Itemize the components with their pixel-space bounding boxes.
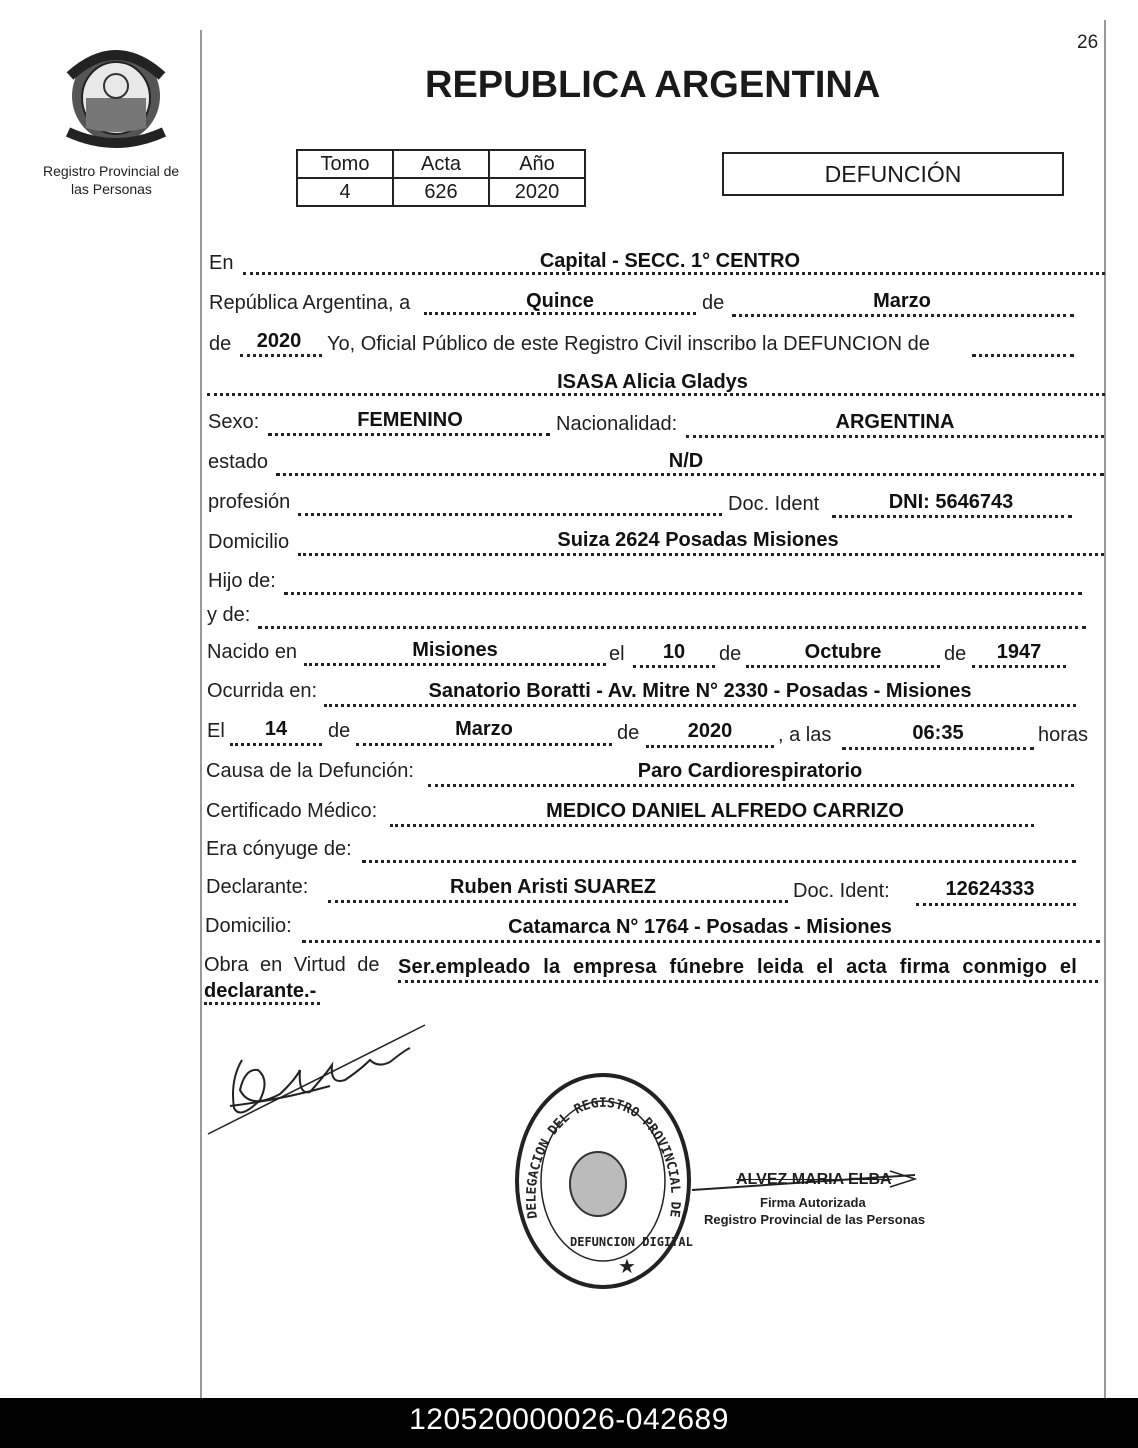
org-name-line1: Registro Provincial de — [43, 163, 180, 179]
authorized-org: Registro Provincial de las Personas — [704, 1212, 926, 1227]
dotted-line — [230, 743, 322, 746]
stamp-inner-text: DEFUNCION DIGITAL — [570, 1235, 693, 1249]
value-estado: N/D — [668, 450, 704, 472]
value-doc: DNI: 5646743 — [888, 491, 1014, 513]
value-nac-mes: Octubre — [804, 641, 882, 663]
dotted-line — [633, 665, 715, 668]
dotted-line — [916, 903, 1076, 906]
value-certificado: MEDICO DANIEL ALFREDO CARRIZO — [546, 800, 904, 822]
label-de: de — [702, 292, 725, 314]
value-obra-line2: declarante.- — [204, 980, 317, 1002]
dotted-line — [428, 784, 1074, 787]
dotted-line — [972, 665, 1066, 668]
label-de-a: de — [719, 643, 742, 665]
stamp-ring-text: DELEGACION DEL REGISTRO PROVINCIAL DE — [524, 1095, 683, 1220]
table-value-tomo: 4 — [297, 178, 393, 206]
value-declarante-doc: 12624333 — [945, 878, 1035, 900]
value-def-mes: Marzo — [455, 718, 513, 740]
value-declarante-domicilio: Catamarca N° 1764 - Posadas - Misiones — [508, 916, 892, 938]
label-horas: horas — [1038, 724, 1089, 746]
official-stamp — [512, 1068, 694, 1290]
label-nacido-en: Nacido en — [207, 641, 298, 663]
coat-of-arms-icon — [60, 36, 172, 150]
value-def-anio: 2020 — [687, 720, 733, 742]
org-name-line2: las Personas — [71, 181, 152, 197]
label-declarante: Declarante: — [206, 876, 309, 898]
value-nacido-en: Misiones — [412, 639, 498, 661]
value-nac-anio: 1947 — [996, 641, 1042, 663]
label-hijo-de: Hijo de: — [208, 570, 276, 592]
dotted-line — [686, 435, 1104, 438]
label-sexo: Sexo: — [208, 411, 260, 433]
label-y-de: y de: — [207, 604, 251, 626]
label-el: el — [609, 643, 625, 665]
value-nombre: ISASA Alicia Gladys — [557, 371, 748, 393]
dotted-line — [842, 747, 1034, 750]
value-def-hora: 06:35 — [912, 722, 964, 744]
record-table — [296, 149, 586, 207]
value-domicilio: Suiza 2624 Posadas Misiones — [557, 529, 839, 551]
value-ocurrida-en: Sanatorio Boratti - Av. Mitre N° 2330 - Posadas - Misiones — [428, 680, 972, 702]
dotted-line — [204, 1002, 320, 1005]
dotted-line — [304, 663, 606, 666]
footer-code: 120520000026-042689 — [409, 1403, 729, 1436]
label-de-d: de — [617, 722, 640, 744]
dotted-line — [268, 433, 550, 436]
label-ocurrida-en: Ocurrida en: — [207, 680, 318, 702]
dotted-line — [732, 314, 1074, 317]
dotted-line — [258, 626, 1086, 629]
dotted-line — [746, 665, 940, 668]
label-domicilio2: Domicilio: — [205, 915, 292, 937]
label-certificado: Certificado Médico: — [206, 800, 378, 822]
dotted-line — [356, 743, 612, 746]
dotted-line — [302, 940, 1100, 943]
signature-icon — [200, 1020, 440, 1140]
declarant-signature — [200, 1020, 440, 1140]
record-type-text: DEFUNCIÓN — [824, 161, 962, 187]
label-nacionalidad: Nacionalidad: — [556, 413, 678, 435]
star-icon: ★ — [618, 1256, 636, 1278]
label-causa: Causa de la Defunción: — [206, 760, 414, 782]
left-margin-line — [200, 30, 202, 1398]
value-declarante: Ruben Aristi SUAREZ — [450, 876, 656, 898]
label-doc-ident: Doc. Ident — [728, 493, 820, 515]
dotted-line — [398, 980, 1098, 983]
value-nac-dia: 10 — [662, 641, 686, 663]
document-title: REPUBLICA ARGENTINA — [425, 64, 881, 106]
dotted-line — [324, 704, 1076, 707]
label-a-las: , a las — [778, 724, 832, 746]
value-def-dia: 14 — [264, 718, 288, 740]
dotted-line — [362, 860, 1076, 863]
page-number: 26 — [1077, 32, 1099, 53]
dotted-line — [646, 745, 774, 748]
label-de-b: de — [944, 643, 967, 665]
table-header-anio: Año — [489, 150, 585, 178]
label-conyuge: Era cónyuge de: — [206, 838, 352, 860]
dotted-line — [390, 824, 1034, 827]
right-margin-line — [1104, 20, 1106, 1398]
label-domicilio: Domicilio — [208, 531, 290, 553]
authorized-role: Firma Autorizada — [760, 1195, 866, 1210]
value-nacionalidad: ARGENTINA — [835, 411, 955, 433]
table-value-acta: 626 — [393, 178, 489, 206]
label-estado: estado — [208, 451, 269, 473]
provincial-emblem — [60, 36, 172, 150]
dotted-line — [832, 515, 1072, 518]
label-de-c: de — [328, 720, 351, 742]
footer-code-bar — [0, 1398, 1138, 1448]
dotted-line — [298, 513, 722, 516]
value-lugar: Capital - SECC. 1° CENTRO — [539, 250, 801, 272]
label-yo-text: Yo, Oficial Público de este Registro Civil inscribo la DEFUNCION de — [327, 333, 930, 355]
value-anio: 2020 — [256, 330, 302, 352]
value-sexo: FEMENINO — [357, 409, 463, 431]
authorized-name: ALVEZ MARIA ELBA — [736, 1171, 892, 1188]
label-de2: de — [209, 333, 232, 355]
table-header-acta: Acta — [393, 150, 489, 178]
dotted-line — [276, 473, 1104, 476]
value-causa: Paro Cardiorespiratorio — [637, 760, 863, 782]
dotted-line — [284, 592, 1082, 595]
stamp-icon — [512, 1068, 694, 1290]
label-profesion: profesión — [208, 491, 291, 513]
value-obra-line1: Ser.empleado la empresa fúnebre leida el acta firma conmigo el — [398, 956, 1077, 978]
value-mes-texto: Marzo — [873, 290, 931, 312]
label-obra: Obra en Virtud de — [204, 954, 380, 976]
dotted-line — [328, 900, 788, 903]
label-en: En — [209, 252, 234, 274]
dotted-line — [298, 553, 1104, 556]
table-value-anio: 2020 — [489, 178, 585, 206]
label-doc-ident2: Doc. Ident: — [793, 880, 890, 902]
table-header-tomo: Tomo — [297, 150, 393, 178]
record-type-box — [722, 152, 1064, 196]
value-dia-texto: Quince — [526, 290, 594, 312]
dotted-line — [972, 354, 1074, 357]
dotted-line — [240, 354, 322, 357]
label-el2: El — [207, 720, 225, 742]
label-republica: República Argentina, a — [209, 292, 411, 314]
